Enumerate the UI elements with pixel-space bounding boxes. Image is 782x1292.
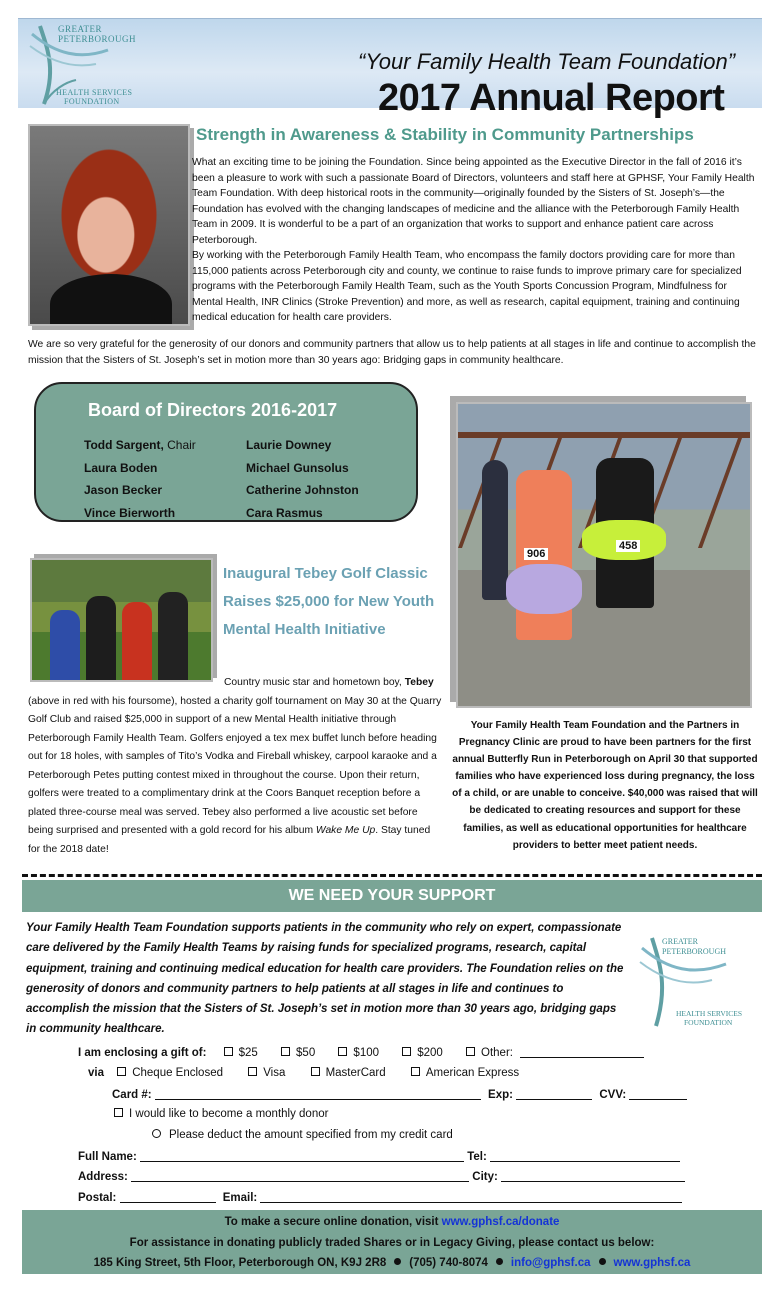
board-member: Jason Becker xyxy=(84,483,163,497)
card-label: Card #: xyxy=(112,1089,152,1101)
method-label: American Express xyxy=(425,1067,520,1079)
race-bib: 906 xyxy=(524,548,548,560)
foundation-logo-icon xyxy=(636,930,766,1030)
method-label: Visa xyxy=(263,1067,286,1079)
golf-text-closing: . Stay tuned for the 2018 date! xyxy=(28,825,431,855)
deduct-radio[interactable] xyxy=(152,1129,453,1141)
method-label: MasterCard xyxy=(325,1067,386,1079)
golf-article xyxy=(28,674,442,859)
card-number-field[interactable] xyxy=(155,1088,481,1100)
intro-paragraph: What an exciting time to be joining the Foundation. Since being appointed as the Executive Director in the fall of 2016 it’s been a pleasure to work with such a passionate Board of Directors, volunteers and staff here at GPHSF, Your Family Health Team Foundation. With deep historical roots in the community—originally founded by the Sisters of St. Joseph’s—the Foundation has evolved with the changing landscapes of medicine and the alliance with the Peterborough Family Health Team in 2009. It is wonderful to be a part of an organization that works to support and enhance patient care across Peterborough. xyxy=(192,157,755,246)
amex-checkbox[interactable] xyxy=(411,1067,519,1079)
donate-link[interactable]: www.gphsf.ca/donate xyxy=(441,1216,560,1228)
amount-50-checkbox[interactable] xyxy=(281,1047,315,1059)
amount-25-checkbox[interactable] xyxy=(224,1047,258,1059)
member-name: Todd Sargent, xyxy=(84,438,164,452)
support-banner: WE NEED YOUR SUPPORT xyxy=(22,880,762,912)
bullet-icon xyxy=(394,1258,401,1265)
report-title: 2017 Annual Report xyxy=(378,77,725,119)
golf-heading: Inaugural Tebey Golf Classic Raises $25,000 for New Youth Mental Health Initiative xyxy=(223,565,435,638)
expiry-field[interactable] xyxy=(516,1088,592,1100)
intro-heading: Strength in Awareness & Stability in Community Partnerships xyxy=(196,125,694,144)
mastercard-checkbox[interactable] xyxy=(311,1067,386,1079)
gift-label: I am enclosing a gift of: xyxy=(78,1047,207,1059)
fullname-field[interactable] xyxy=(140,1150,464,1162)
email-label: Email: xyxy=(222,1192,258,1204)
logo-text-bottom xyxy=(56,88,132,106)
online-prefix: To make a secure online donation, visit xyxy=(224,1216,442,1228)
email-field[interactable] xyxy=(260,1191,682,1203)
postal-field[interactable] xyxy=(120,1191,216,1203)
method-label: Cheque Enclosed xyxy=(132,1067,223,1079)
member-role: Chair xyxy=(163,438,196,452)
payment-method-row xyxy=(88,1067,519,1079)
amount-100-checkbox[interactable] xyxy=(338,1047,379,1059)
logo-text: FOUNDATION xyxy=(684,1018,733,1027)
support-text: Your Family Health Team Foundation supports patients in the community who rely on expert, compassionate care delivered by the Family Health Teams by raising funds for specialized programs, research, capital equipment, training and continuing medical education for health care providers. The Foundation relies on the generosity of donors and community partners to help patients at all stages in life and continues to accomplish the mission that the Sisters of St. Joseph’s set in motion more than 30 years ago, bridging gaps in community healthcare. xyxy=(26,922,624,1036)
board-member: Michael Gunsolus xyxy=(246,460,349,475)
divider xyxy=(22,874,762,877)
golf-album-title: Wake Me Up xyxy=(315,825,376,836)
logo-text: GREATER xyxy=(662,937,698,946)
golf-text-body: (above in red with his foursome), hosted a charity golf tournament on May 30 at the Quarry Golf Club and raised $25,000 in support of a new Mental Health initiative through Peterborough Family Health Team. Golfers enjoyed a tex mex buffet lunch before heading out for 18 holes, with samples of Tito’s Vodka and Fireball whiskey, carpool karaoke and a Peterborough Petes putting contest mixed in throughout the course. Upon their return, golfers were treated to a complimentary drink at the Coors Banquet reception before a plated three-course meal was served. Tebey also performed a live acoustic set before being surprised and presented with a gold record for his album xyxy=(28,695,442,836)
board-member: Cara Rasmus xyxy=(246,505,323,520)
address-row xyxy=(78,1170,685,1183)
report-subtitle: “Your Family Health Team Foundation” xyxy=(358,49,736,74)
amount-other-checkbox[interactable] xyxy=(466,1047,513,1059)
board-column-left xyxy=(84,434,196,524)
logo-line: FOUNDATION xyxy=(64,97,120,106)
cvv-field[interactable] xyxy=(629,1088,687,1100)
butterfly-run-caption: Your Family Health Team Foundation and the Partners in Pregnancy Clinic are proud to have been partners for the first annual Butterfly Run in Peterborough on April 30 that supported families who have experienced loss during pregnancy, the loss of a child, or are unable to conceive. $40,000 was raised that will be dedicated to creating resources and support for these families, as well as educational opportunities for healthcare providers to better meet patient needs. xyxy=(452,720,758,851)
intro-paragraph: We are so very grateful for the generosity of our donors and community partners that allow us to help patients at all stages in life and continue to accomplish the mission that the Sisters of St. Joseph’s set in motion more than 30 years ago: Bridging gaps in community healthcare. xyxy=(28,339,756,366)
website-link[interactable]: www.gphsf.ca xyxy=(613,1257,691,1269)
cvv-label: CVV: xyxy=(599,1089,627,1101)
logo-text: HEALTH SERVICES xyxy=(676,1009,743,1018)
fullname-label: Full Name: xyxy=(78,1151,137,1163)
logo-text: PETERBOROUGH xyxy=(662,947,727,956)
city-label: City: xyxy=(472,1171,498,1183)
board-member: Laura Boden xyxy=(84,460,158,475)
board-of-directors-box xyxy=(34,382,418,522)
email-link[interactable]: info@gphsf.ca xyxy=(510,1257,591,1269)
logo-line: HEALTH SERVICES xyxy=(56,88,133,97)
intro-paragraph: By working with the Peterborough Family Health Team, who encompass the family doctors providing care for more than 115,000 patients across Peterborough city and county, we continue to raise funds to improve primary care for specialized programs with the Peterborough Family Health Team, such as the Youth Sports Concussion Program, Mindfulness for Mental Health, INR Clinics (Stroke Prevention) and more, as well as research, capital equipment, training and continuing medical education for health care providers. xyxy=(192,250,742,323)
logo-text-top xyxy=(58,24,136,44)
golf-foursome-photo xyxy=(30,558,213,682)
amount-label: $50 xyxy=(296,1047,316,1059)
fullname-row xyxy=(78,1150,680,1163)
butterfly-run-photo xyxy=(456,402,752,708)
online-donation-line xyxy=(22,1212,762,1233)
logo-line: GREATER xyxy=(58,24,102,34)
monthly-donor-checkbox[interactable] xyxy=(114,1108,328,1120)
address-field[interactable] xyxy=(131,1170,469,1182)
address-text: 185 King Street, 5th Floor, Peterborough ON, K9J 2R8 xyxy=(93,1257,387,1269)
race-bib: 458 xyxy=(616,540,640,552)
deduct-label: Please deduct the amount specified from my credit card xyxy=(169,1129,453,1141)
postal-label: Postal: xyxy=(78,1192,117,1204)
gift-amount-row xyxy=(78,1046,644,1059)
monthly-label: I would like to become a monthly donor xyxy=(129,1108,329,1120)
cheque-checkbox[interactable] xyxy=(117,1067,223,1079)
amount-label: $200 xyxy=(417,1047,443,1059)
amount-label: $100 xyxy=(353,1047,380,1059)
phone-text: (705) 740-8074 xyxy=(409,1257,488,1269)
tel-field[interactable] xyxy=(490,1150,680,1162)
board-member: Vince Bierworth xyxy=(84,505,176,520)
exp-label: Exp: xyxy=(488,1089,513,1101)
amount-label: Other: xyxy=(481,1047,513,1059)
via-label: via xyxy=(88,1067,104,1079)
assistance-line: For assistance in donating publicly traded Shares or in Legacy Giving, please contact us below: xyxy=(129,1236,655,1249)
board-member: Laurie Downey xyxy=(246,438,332,452)
board-column-right xyxy=(246,434,359,524)
visa-checkbox[interactable] xyxy=(248,1067,285,1079)
bullet-icon xyxy=(496,1258,503,1265)
postal-row xyxy=(78,1191,682,1204)
board-member xyxy=(84,434,196,457)
golf-artist-name: Tebey xyxy=(404,677,434,688)
other-amount-field[interactable] xyxy=(520,1046,644,1058)
amount-200-checkbox[interactable] xyxy=(402,1047,443,1059)
contact-line xyxy=(22,1253,762,1274)
board-title: Board of Directors 2016-2017 xyxy=(88,400,338,420)
bullet-icon xyxy=(599,1258,606,1265)
address-label: Address: xyxy=(78,1171,128,1183)
intro-text xyxy=(192,155,757,326)
logo-line: PETERBOROUGH xyxy=(58,34,137,44)
contact-footer xyxy=(22,1210,762,1274)
executive-director-photo xyxy=(28,124,190,326)
amount-label: $25 xyxy=(238,1047,258,1059)
board-member: Catherine Johnston xyxy=(246,483,359,497)
card-row xyxy=(112,1088,687,1101)
tel-label: Tel: xyxy=(467,1151,487,1163)
golf-text-line: Country music star and hometown boy, xyxy=(224,677,402,688)
city-field[interactable] xyxy=(501,1170,685,1182)
